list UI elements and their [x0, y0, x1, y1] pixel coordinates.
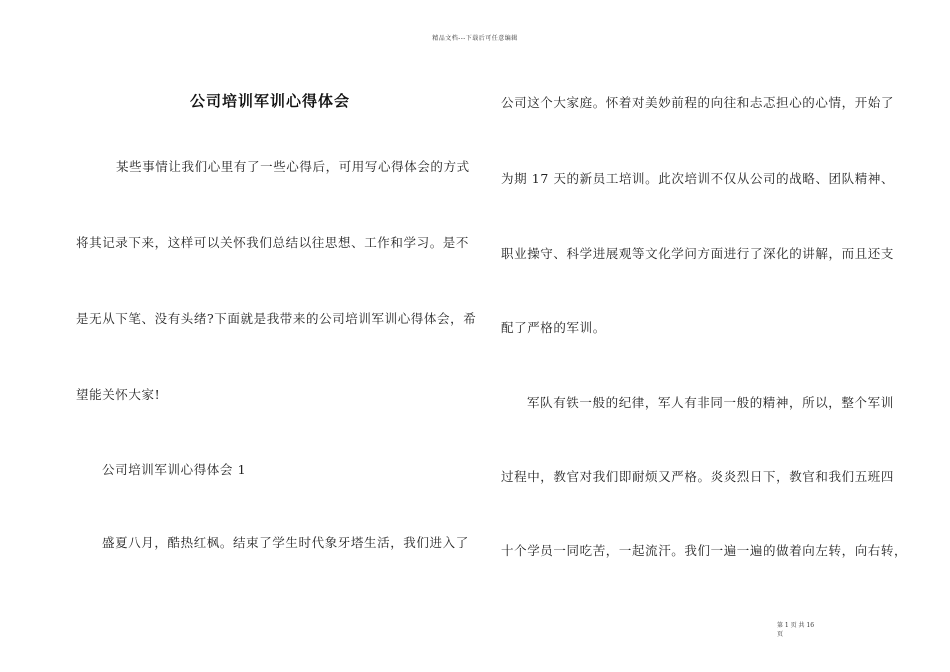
paragraph-line: 盛夏八月，酷热红枫。结束了学生时代象牙塔生活，我们进入了 [102, 535, 469, 550]
paragraph-line: 将其记录下来，这样可以关怀我们总结以往思想、工作和学习。是不 [76, 235, 470, 250]
paragraph-line: 十个学员一同吃苦，一起流汗。我们一遍一遍的做着向左转，向右转， [501, 543, 908, 558]
paragraph-line: 过程中，教官对我们即耐烦又严格。炎炎烈日下，教官和我们五班四 [501, 469, 895, 484]
paragraph-line: 望能关怀大家! [76, 387, 161, 402]
paragraph-line: 配了严格的军训。 [501, 320, 606, 335]
section-heading: 公司培训军训心得体会 1 [102, 462, 247, 477]
paragraph-line: 公司这个大家庭。怀着对美妙前程的向往和忐忑担心的心情，开始了 [501, 95, 895, 110]
paragraph-line: 是无从下笔、没有头绪?下面就是我带来的公司培训军训心得体会，希 [76, 311, 477, 326]
paragraph-line: 职业操守、科学进展观等文化学问方面进行了深化的讲解，而且还支 [501, 246, 895, 261]
document-title: 公司培训军训心得体会 [189, 92, 350, 110]
page-number-line: 页 [777, 631, 784, 638]
paragraph-line: 为期 17 天的新员工培训。此次培训不仅从公司的战略、团队精神、 [501, 171, 895, 186]
paragraph-line: 军队有铁一般的纪律，军人有非同一般的精神，所以，整个军训 [527, 395, 894, 410]
page-number [777, 621, 837, 639]
page-number-line: 第 1 页 共 16 [777, 622, 815, 629]
header-note: 精品文档---下载后可任意编辑 [432, 35, 518, 42]
paragraph-line: 某些事情让我们心里有了一些心得后，可用写心得体会的方式 [116, 159, 470, 174]
